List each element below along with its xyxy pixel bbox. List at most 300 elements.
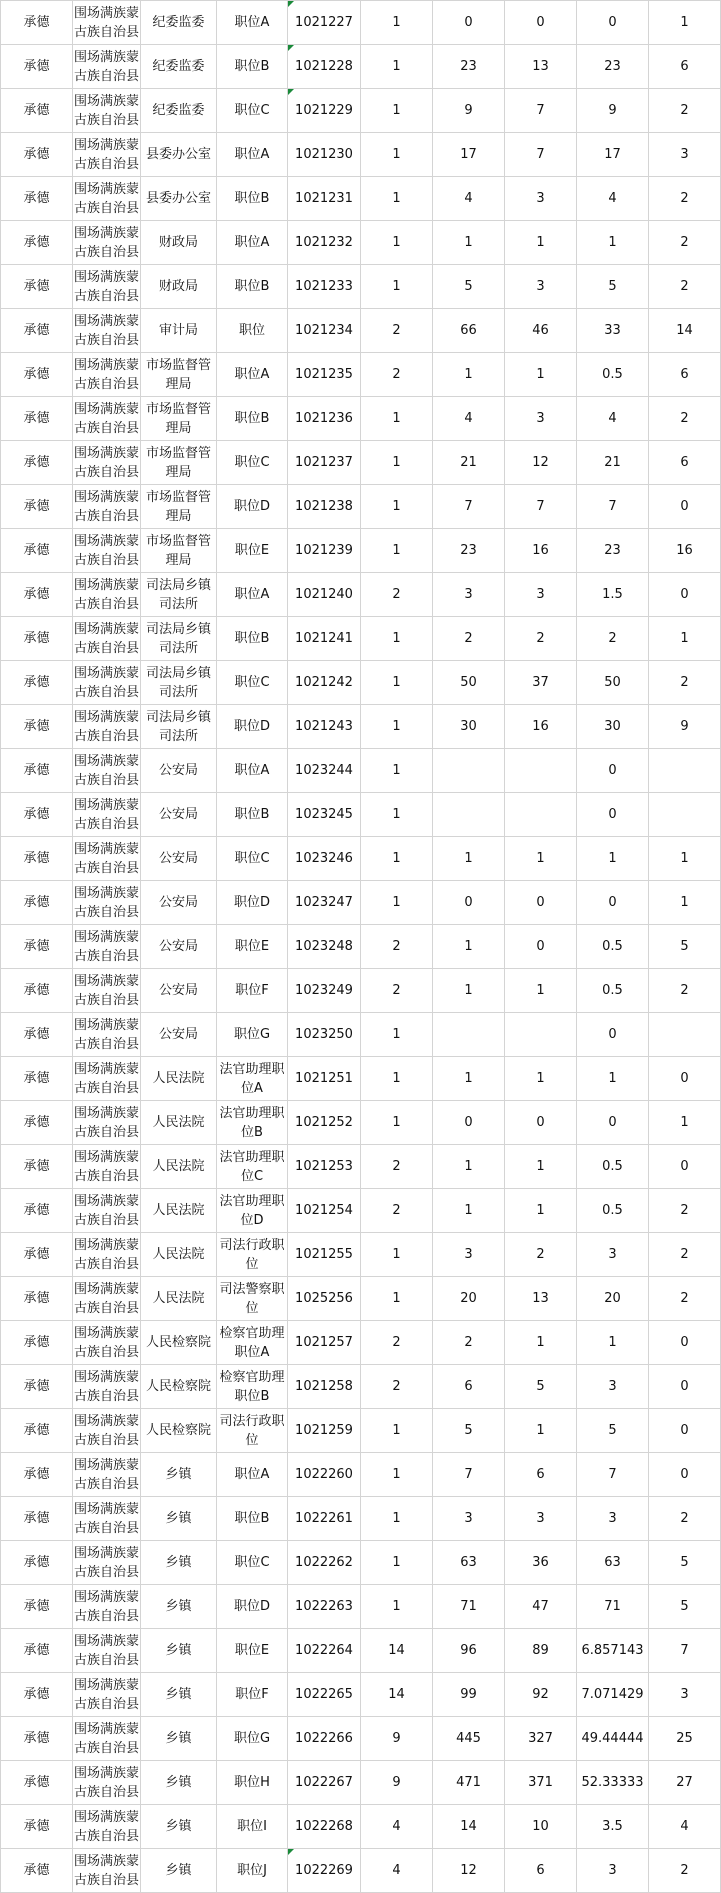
position-code-cell — [288, 177, 361, 221]
applicant-count-cell — [433, 793, 505, 837]
cell-text: 检察官助理职位A — [219, 1325, 285, 1360]
cell-text: 1021230 — [295, 147, 353, 162]
paid-count-cell — [649, 133, 721, 177]
cell-text: 承德 — [23, 1379, 50, 1394]
cell-text: 4 — [392, 1863, 401, 1878]
position-cell — [217, 1497, 288, 1541]
county-cell — [73, 617, 141, 661]
plan-count-cell — [361, 1497, 433, 1541]
plan-count-cell — [361, 265, 433, 309]
cell-text: 承德 — [23, 1731, 50, 1746]
cell-text: 围场满族蒙古族自治县 — [74, 929, 140, 964]
cell-text: 6.857143 — [581, 1643, 644, 1658]
plan-count-cell — [361, 1013, 433, 1057]
unit-cell — [141, 705, 217, 749]
ratio-cell — [577, 1805, 649, 1849]
position-cell — [217, 221, 288, 265]
cell-text: 3 — [536, 411, 545, 426]
ratio-cell — [577, 397, 649, 441]
cell-text: 1 — [392, 1599, 401, 1614]
cell-text: 63 — [604, 1555, 621, 1570]
cell-text: 1022268 — [295, 1819, 353, 1834]
cell-text: 6 — [680, 455, 689, 470]
position-code-cell — [288, 705, 361, 749]
applicant-count-cell — [433, 309, 505, 353]
position-code-cell — [288, 1673, 361, 1717]
applicant-count-cell — [433, 353, 505, 397]
county-cell — [73, 1761, 141, 1805]
position-code-cell — [288, 1057, 361, 1101]
cell-text: 0 — [464, 15, 473, 30]
paid-count-cell — [649, 177, 721, 221]
cell-text: 1 — [536, 851, 545, 866]
plan-count-cell — [361, 1365, 433, 1409]
applicant-count-cell — [433, 1541, 505, 1585]
cell-text: 1 — [608, 235, 617, 250]
cell-text: 1 — [392, 191, 401, 206]
cell-text: 1021240 — [295, 587, 353, 602]
table-row — [1, 133, 721, 177]
table-row — [1, 1277, 721, 1321]
cell-text: 围场满族蒙古族自治县 — [74, 1325, 140, 1360]
county-cell — [73, 89, 141, 133]
position-cell — [217, 705, 288, 749]
cell-text: 1022263 — [295, 1599, 353, 1614]
table-row — [1, 1629, 721, 1673]
cell-text: 司法局乡镇司法所 — [145, 665, 211, 700]
table-row — [1, 1673, 721, 1717]
cell-text: 围场满族蒙古族自治县 — [74, 1193, 140, 1228]
cell-text: 2 — [536, 1247, 545, 1262]
unit-cell — [141, 749, 217, 793]
position-code-cell — [288, 309, 361, 353]
position-cell — [217, 1629, 288, 1673]
cell-text: 人民检察院 — [145, 1423, 211, 1438]
cell-text: 职位G — [233, 1731, 271, 1746]
cell-text: 2 — [392, 1335, 401, 1350]
unit-cell — [141, 265, 217, 309]
unit-cell — [141, 661, 217, 705]
cell-text: 0 — [608, 763, 617, 778]
cell-text: 职位B — [234, 807, 270, 822]
unit-cell — [141, 925, 217, 969]
position-cell — [217, 397, 288, 441]
position-code-cell — [288, 1, 361, 45]
cell-text: 围场满族蒙古族自治县 — [74, 1545, 140, 1580]
cell-text: 承德 — [23, 147, 50, 162]
cell-text: 46 — [532, 323, 549, 338]
cell-text: 乡镇 — [165, 1863, 192, 1878]
position-code-cell — [288, 837, 361, 881]
paid-count-cell — [649, 881, 721, 925]
unit-cell — [141, 1497, 217, 1541]
paid-count-cell — [649, 1321, 721, 1365]
cell-text: 承德 — [23, 1291, 50, 1306]
applicant-count-cell — [433, 881, 505, 925]
cell-text: 2 — [680, 1247, 689, 1262]
ratio-cell — [577, 353, 649, 397]
plan-count-cell — [361, 661, 433, 705]
cell-text: 围场满族蒙古族自治县 — [74, 1809, 140, 1844]
cell-text: 6 — [464, 1379, 473, 1394]
paid-count-cell — [649, 1409, 721, 1453]
county-cell — [73, 661, 141, 705]
cell-text: 纪委监委 — [152, 59, 205, 74]
plan-count-cell — [361, 1101, 433, 1145]
approved-count-cell — [505, 1013, 577, 1057]
applicant-count-cell — [433, 1013, 505, 1057]
cell-text: 乡镇 — [165, 1687, 192, 1702]
city-cell — [1, 1321, 73, 1365]
approved-count-cell — [505, 881, 577, 925]
plan-count-cell — [361, 353, 433, 397]
unit-cell — [141, 177, 217, 221]
position-cell — [217, 89, 288, 133]
cell-text: 5 — [536, 1379, 545, 1394]
cell-text: 0 — [608, 1027, 617, 1042]
cell-text: 市场监督管理局 — [145, 489, 211, 524]
position-cell — [217, 45, 288, 89]
paid-count-cell — [649, 529, 721, 573]
cell-text: 公安局 — [158, 763, 198, 778]
cell-text: 3 — [464, 1247, 473, 1262]
cell-text: 2 — [464, 1335, 473, 1350]
cell-text: 1021238 — [295, 499, 353, 514]
cell-text: 1 — [464, 1203, 473, 1218]
table-row — [1, 1497, 721, 1541]
city-cell — [1, 1717, 73, 1761]
cell-text: 10 — [532, 1819, 549, 1834]
city-cell — [1, 1497, 73, 1541]
cell-text: 1023245 — [295, 807, 353, 822]
unit-cell — [141, 1409, 217, 1453]
cell-text: 14 — [388, 1643, 405, 1658]
table-row — [1, 1453, 721, 1497]
plan-count-cell — [361, 1057, 433, 1101]
cell-text: 1022261 — [295, 1511, 353, 1526]
unit-cell — [141, 89, 217, 133]
paid-count-cell — [649, 1585, 721, 1629]
cell-text: 1 — [536, 235, 545, 250]
position-cell — [217, 1, 288, 45]
unit-cell — [141, 1, 217, 45]
cell-text: 4 — [392, 1819, 401, 1834]
cell-text: 围场满族蒙古族自治县 — [74, 1237, 140, 1272]
unit-cell — [141, 1453, 217, 1497]
city-cell — [1, 1409, 73, 1453]
cell-text: 9 — [392, 1775, 401, 1790]
position-code-cell — [288, 1585, 361, 1629]
table-row — [1, 1585, 721, 1629]
cell-text: 5 — [608, 1423, 617, 1438]
cell-text: 职位I — [237, 1819, 267, 1834]
plan-count-cell — [361, 749, 433, 793]
approved-count-cell — [505, 397, 577, 441]
position-cell — [217, 529, 288, 573]
city-cell — [1, 573, 73, 617]
cell-text: 2 — [680, 1863, 689, 1878]
position-cell — [217, 353, 288, 397]
cell-text: 围场满族蒙古族自治县 — [74, 665, 140, 700]
cell-text: 3 — [464, 587, 473, 602]
cell-text: 1021243 — [295, 719, 353, 734]
applicant-count-cell — [433, 1629, 505, 1673]
cell-text: 1021259 — [295, 1423, 353, 1438]
position-cell — [217, 1717, 288, 1761]
cell-text: 县委办公室 — [145, 191, 211, 206]
cell-text: 50 — [460, 675, 477, 690]
applicant-count-cell — [433, 1101, 505, 1145]
cell-text: 1 — [464, 1159, 473, 1174]
position-cell — [217, 1189, 288, 1233]
applicant-count-cell — [433, 1805, 505, 1849]
cell-text: 1 — [680, 895, 689, 910]
cell-text: 围场满族蒙古族自治县 — [74, 1369, 140, 1404]
cell-text: 1 — [392, 103, 401, 118]
position-code-cell — [288, 1409, 361, 1453]
cell-text: 职位B — [234, 191, 270, 206]
approved-count-cell — [505, 1497, 577, 1541]
paid-count-cell — [649, 485, 721, 529]
table-row — [1, 1541, 721, 1585]
table-row — [1, 1409, 721, 1453]
plan-count-cell — [361, 573, 433, 617]
position-cell — [217, 1233, 288, 1277]
applicant-count-cell — [433, 749, 505, 793]
county-cell — [73, 1409, 141, 1453]
cell-text: 围场满族蒙古族自治县 — [74, 885, 140, 920]
cell-text: 471 — [456, 1775, 481, 1790]
cell-text: 职位A — [234, 763, 270, 778]
cell-text: 司法局乡镇司法所 — [145, 709, 211, 744]
cell-text: 乡镇 — [165, 1775, 192, 1790]
cell-text: 围场满族蒙古族自治县 — [74, 489, 140, 524]
cell-text: 职位B — [234, 279, 270, 294]
position-cell — [217, 265, 288, 309]
cell-text: 1021235 — [295, 367, 353, 382]
cell-text: 1023246 — [295, 851, 353, 866]
applicant-count-cell — [433, 1409, 505, 1453]
cell-text: 1 — [392, 675, 401, 690]
cell-text: 承德 — [23, 1027, 50, 1042]
position-code-cell — [288, 617, 361, 661]
applicant-count-cell — [433, 133, 505, 177]
cell-text: 0 — [536, 895, 545, 910]
cell-text: 职位E — [234, 1643, 270, 1658]
cell-text: 承德 — [23, 763, 50, 778]
cell-text: 司法警察职位 — [219, 1281, 285, 1316]
cell-text: 1021234 — [295, 323, 353, 338]
cell-text: 2 — [680, 1511, 689, 1526]
city-cell — [1, 881, 73, 925]
cell-text: 0.5 — [602, 939, 623, 954]
paid-count-cell — [649, 89, 721, 133]
cell-text: 承德 — [23, 1467, 50, 1482]
cell-text: 职位C — [234, 455, 270, 470]
table-row — [1, 573, 721, 617]
cell-text: 职位B — [234, 59, 270, 74]
position-code-cell — [288, 397, 361, 441]
ratio-cell — [577, 1409, 649, 1453]
cell-text: 公安局 — [158, 939, 198, 954]
position-cell — [217, 133, 288, 177]
cell-text: 21 — [604, 455, 621, 470]
plan-count-cell — [361, 221, 433, 265]
position-cell — [217, 749, 288, 793]
cell-text: 7.071429 — [581, 1687, 644, 1702]
cell-text: 围场满族蒙古族自治县 — [74, 137, 140, 172]
position-cell — [217, 573, 288, 617]
county-cell — [73, 1585, 141, 1629]
cell-text: 30 — [604, 719, 621, 734]
unit-cell — [141, 485, 217, 529]
table-row — [1, 1, 721, 45]
cell-text: 承德 — [23, 631, 50, 646]
paid-count-cell — [649, 1453, 721, 1497]
cell-text: 0 — [680, 1423, 689, 1438]
cell-text: 围场满族蒙古族自治县 — [74, 797, 140, 832]
table-row — [1, 309, 721, 353]
cell-text: 3 — [608, 1511, 617, 1526]
county-cell — [73, 397, 141, 441]
unit-cell — [141, 881, 217, 925]
position-code-cell — [288, 749, 361, 793]
approved-count-cell — [505, 1541, 577, 1585]
cell-text: 1021253 — [295, 1159, 353, 1174]
cell-text: 职位J — [237, 1863, 267, 1878]
cell-text: 2 — [680, 675, 689, 690]
ratio-cell — [577, 1453, 649, 1497]
cell-text: 2 — [680, 279, 689, 294]
cell-text: 职位E — [234, 939, 270, 954]
position-cell — [217, 1057, 288, 1101]
approved-count-cell — [505, 309, 577, 353]
cell-text: 围场满族蒙古族自治县 — [74, 269, 140, 304]
cell-text: 2 — [392, 1203, 401, 1218]
cell-text: 1 — [536, 1159, 545, 1174]
position-code-cell — [288, 1541, 361, 1585]
paid-count-cell — [649, 1013, 721, 1057]
applicant-count-cell — [433, 1365, 505, 1409]
county-cell — [73, 1849, 141, 1893]
county-cell — [73, 1321, 141, 1365]
city-cell — [1, 309, 73, 353]
paid-count-cell — [649, 1365, 721, 1409]
cell-text: 2 — [392, 939, 401, 954]
cell-text: 5 — [464, 279, 473, 294]
ratio-cell — [577, 1189, 649, 1233]
approved-count-cell — [505, 925, 577, 969]
cell-text: 63 — [460, 1555, 477, 1570]
cell-text: 2 — [608, 631, 617, 646]
applicant-count-cell — [433, 1849, 505, 1893]
ratio-cell — [577, 881, 649, 925]
cell-text: 99 — [460, 1687, 477, 1702]
county-cell — [73, 1629, 141, 1673]
cell-text: 承德 — [23, 191, 50, 206]
cell-text: 0.5 — [602, 983, 623, 998]
approved-count-cell — [505, 969, 577, 1013]
position-code-cell — [288, 1101, 361, 1145]
table-row — [1, 177, 721, 221]
cell-text: 职位A — [234, 15, 270, 30]
unit-cell — [141, 1541, 217, 1585]
cell-text: 围场满族蒙古族自治县 — [74, 841, 140, 876]
cell-text: 围场满族蒙古族自治县 — [74, 1853, 140, 1888]
cell-text: 3 — [536, 279, 545, 294]
cell-text: 0.5 — [602, 1159, 623, 1174]
ratio-cell — [577, 45, 649, 89]
cell-text: 围场满族蒙古族自治县 — [74, 1589, 140, 1624]
unit-cell — [141, 1849, 217, 1893]
cell-text: 0 — [680, 499, 689, 514]
cell-text: 职位H — [234, 1775, 270, 1790]
cell-text: 37 — [532, 675, 549, 690]
paid-count-cell — [649, 309, 721, 353]
cell-text: 1 — [464, 851, 473, 866]
county-cell — [73, 133, 141, 177]
cell-text: 1 — [680, 1115, 689, 1130]
table-row — [1, 661, 721, 705]
cell-text: 司法行政职位 — [219, 1237, 285, 1272]
cell-text: 1 — [392, 59, 401, 74]
cell-text: 承德 — [23, 1335, 50, 1350]
position-code-cell — [288, 1849, 361, 1893]
ratio-cell — [577, 1013, 649, 1057]
approved-count-cell — [505, 1277, 577, 1321]
cell-text: 承德 — [23, 235, 50, 250]
approved-count-cell — [505, 1, 577, 45]
position-code-cell — [288, 1277, 361, 1321]
paid-count-cell — [649, 1629, 721, 1673]
approved-count-cell — [505, 265, 577, 309]
cell-text: 23 — [460, 59, 477, 74]
paid-count-cell — [649, 221, 721, 265]
position-code-cell — [288, 1629, 361, 1673]
position-code-cell — [288, 1365, 361, 1409]
ratio-cell — [577, 485, 649, 529]
ratio-cell — [577, 1497, 649, 1541]
paid-count-cell — [649, 969, 721, 1013]
cell-text: 承德 — [23, 15, 50, 30]
ratio-cell — [577, 529, 649, 573]
position-code-cell — [288, 1453, 361, 1497]
applicant-count-cell — [433, 397, 505, 441]
table-row — [1, 1365, 721, 1409]
cell-text: 1 — [536, 1071, 545, 1086]
cell-text: 7 — [680, 1643, 689, 1658]
cell-text: 1 — [392, 543, 401, 558]
table-row — [1, 1101, 721, 1145]
cell-text: 承德 — [23, 1247, 50, 1262]
county-cell — [73, 529, 141, 573]
cell-text: 1 — [392, 1555, 401, 1570]
cell-text: 1021242 — [295, 675, 353, 690]
ratio-cell — [577, 749, 649, 793]
cell-text: 围场满族蒙古族自治县 — [74, 1501, 140, 1536]
cell-text: 职位G — [233, 1027, 271, 1042]
applicant-count-cell — [433, 1189, 505, 1233]
table-row — [1, 265, 721, 309]
cell-text: 1 — [392, 279, 401, 294]
cell-text: 人民法院 — [152, 1203, 205, 1218]
cell-text: 围场满族蒙古族自治县 — [74, 1457, 140, 1492]
table-row — [1, 89, 721, 133]
city-cell — [1, 837, 73, 881]
position-cell — [217, 925, 288, 969]
plan-count-cell — [361, 1673, 433, 1717]
county-cell — [73, 485, 141, 529]
